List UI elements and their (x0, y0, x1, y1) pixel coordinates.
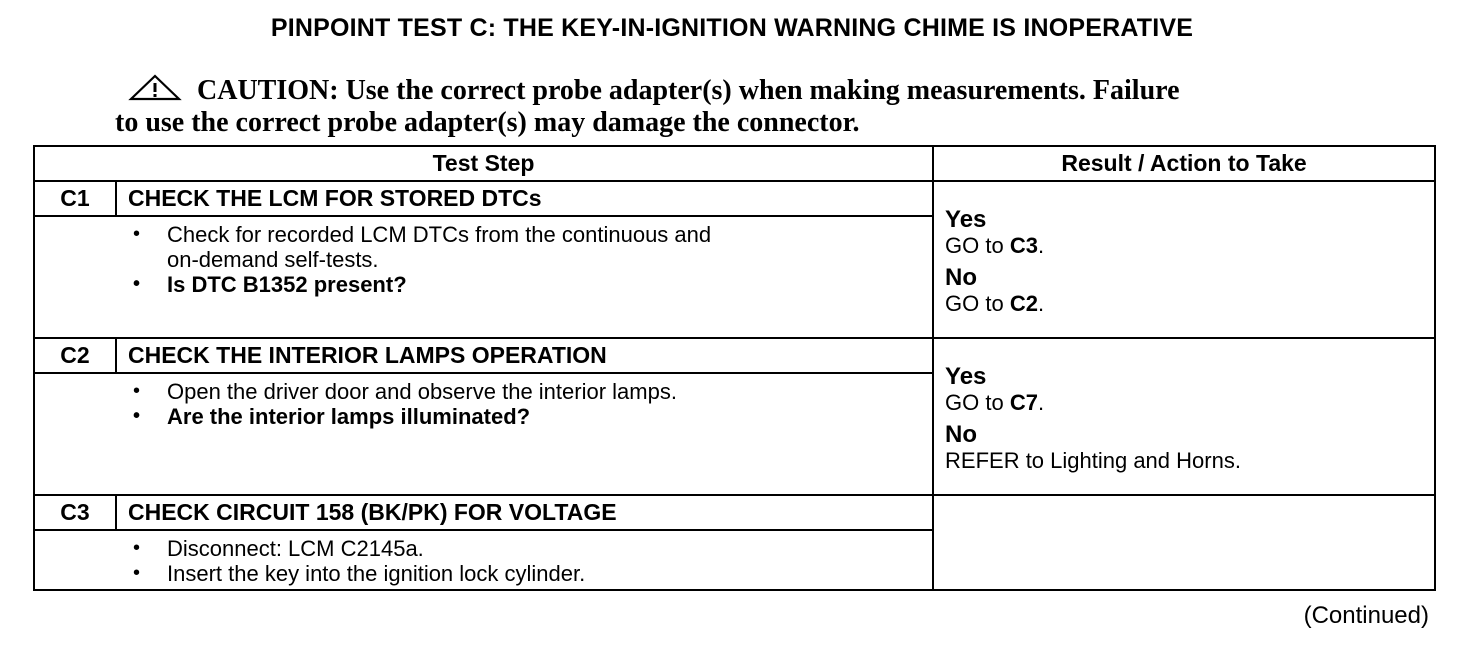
header-test-step: Test Step (34, 146, 933, 181)
step-title-row (34, 495, 1435, 530)
step-title: CHECK THE LCM FOR STORED DTCs (116, 181, 933, 216)
step-body (34, 216, 933, 338)
step-title: CHECK THE INTERIOR LAMPS OPERATION (116, 338, 933, 373)
step-result (933, 338, 1435, 495)
step-bullet: • Disconnect: LCM C2145a. (133, 536, 932, 561)
step-id: C3 (34, 495, 116, 530)
step-id: C2 (34, 338, 116, 373)
step-result (933, 495, 1435, 590)
continued-note: (Continued) (1303, 602, 1429, 629)
result-no-label: No (945, 263, 978, 291)
step-id: C1 (34, 181, 116, 216)
pinpoint-test-table (33, 145, 1436, 591)
caution-label: CAUTION: (197, 75, 339, 106)
result-no-label: No (945, 420, 978, 448)
result-yes-action: GO to C7. (945, 389, 1045, 415)
result-no-action: REFER to Lighting and Horns. (945, 447, 1241, 473)
step-title-row (34, 338, 1435, 373)
result-yes-action: GO to C3. (945, 232, 1045, 258)
step-title: CHECK CIRCUIT 158 (BK/PK) FOR VOLTAGE (116, 495, 933, 530)
result-no-action: GO to C2. (945, 290, 1045, 316)
step-bullet: • Open the driver door and observe the interior lamps. (133, 379, 932, 404)
step-bullet: • Insert the key into the ignition lock cylinder. (133, 561, 932, 586)
step-result (933, 181, 1435, 338)
step-question: • Are the interior lamps illuminated? (133, 404, 932, 429)
step-bullet: • Check for recorded LCM DTCs from the continuous and on-demand self-tests. (133, 222, 932, 272)
result-yes-label: Yes (945, 362, 987, 390)
step-body (34, 373, 933, 495)
caution-text-line1: Use the correct probe adapter(s) when making measurements. Failure (345, 75, 1180, 106)
step-question: • Is DTC B1352 present? (133, 272, 932, 297)
step-title-row (34, 181, 1435, 216)
caution-note (115, 74, 1315, 139)
table-header-row (34, 146, 1435, 181)
result-yes-label: Yes (945, 205, 987, 233)
header-result-action: Result / Action to Take (933, 146, 1435, 181)
caution-text-line2: to use the correct probe adapter(s) may damage the connector. (115, 107, 860, 138)
warning-triangle-icon (127, 74, 183, 102)
step-body (34, 530, 933, 590)
page-title: PINPOINT TEST C: THE KEY-IN-IGNITION WARNING CHIME IS INOPERATIVE (270, 14, 1194, 42)
